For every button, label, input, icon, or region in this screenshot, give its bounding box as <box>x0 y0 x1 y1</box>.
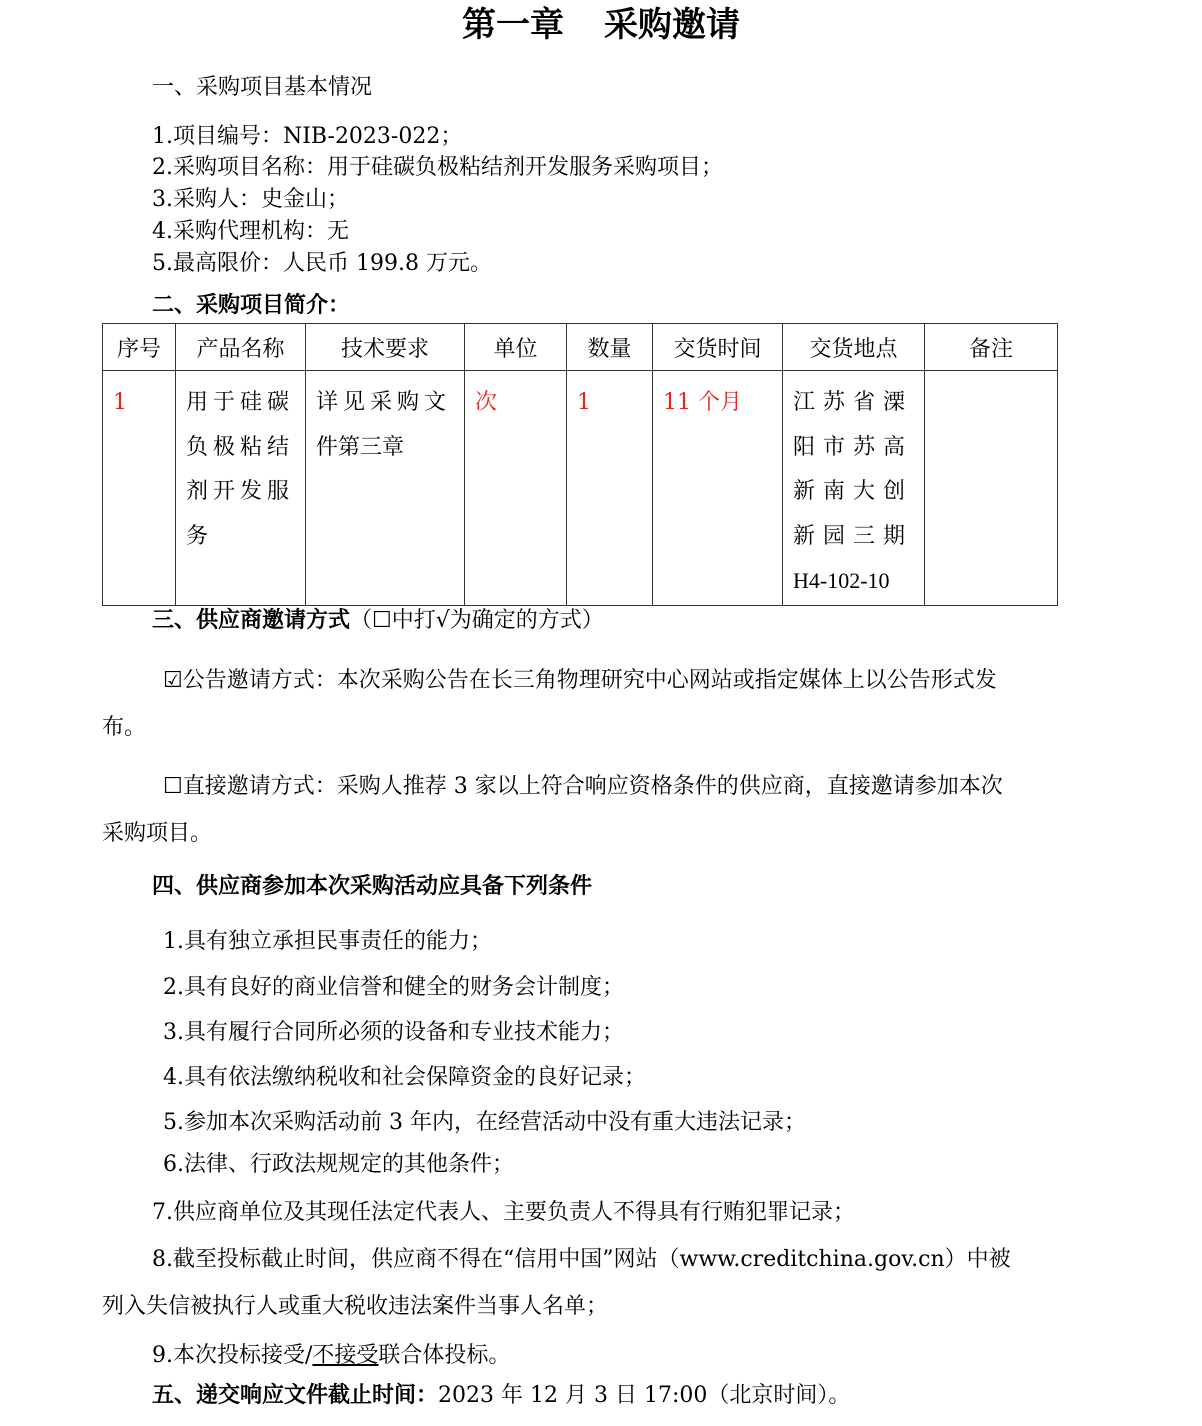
condition-item-9: 9.本次投标接受/不接受联合体投标。 <box>152 1343 511 1368</box>
table-row <box>103 371 1058 606</box>
option-announcement: ☑公告邀请方式：本次采购公告在长三角物理研究中心网站或指定媒体上以公告形式发 <box>163 668 997 693</box>
requirement-line: 件第三章 <box>316 434 405 460</box>
cell-remark <box>925 371 1058 606</box>
location-line: 江苏省溧 <box>793 390 914 415</box>
checkbox-unchecked-icon[interactable]: ☐ <box>163 774 183 799</box>
max-price: 5.最高限价：人民币 199.8 万元。 <box>152 251 492 276</box>
header-cell: 备注 <box>925 324 1058 371</box>
cell-index: 1 <box>103 371 176 606</box>
cell-requirement <box>306 371 465 606</box>
purchaser: 3.采购人：史金山； <box>152 187 349 212</box>
cell-location <box>783 371 925 606</box>
project-table <box>102 323 1058 606</box>
condition-item-8: 8.截至投标截止时间，供应商不得在“信用中国”网站（www.creditchina.gov.cn）中被 <box>152 1247 1011 1272</box>
cell-product <box>176 371 306 606</box>
option-direct: ☐直接邀请方式：采购人推荐 3 家以上符合响应资格条件的供应商，直接邀请参加本次 <box>163 774 1003 799</box>
cell-unit: 次 <box>465 371 567 606</box>
agency: 4.采购代理机构：无 <box>152 219 349 244</box>
header-cell: 技术要求 <box>306 324 465 371</box>
header-cell: 交货时间 <box>653 324 783 371</box>
location-line: 新南大创 <box>793 479 914 504</box>
product-line: 剂开发服 <box>186 479 295 504</box>
product-line: 用于硅碳 <box>186 390 295 415</box>
header-cell: 产品名称 <box>176 324 306 371</box>
section4-heading: 四、供应商参加本次采购活动应具备下列条件 <box>152 873 593 899</box>
condition-item: 5.参加本次采购活动前 3 年内，在经营活动中没有重大违法记录； <box>163 1110 806 1135</box>
header-cell: 序号 <box>103 324 176 371</box>
location-line: H4-102-10 <box>793 568 890 593</box>
option-announcement-cont: 布。 <box>102 715 147 740</box>
section2-heading: 二、采购项目简介： <box>152 292 351 318</box>
table-header-row <box>103 324 1058 371</box>
project-name: 2.采购项目名称：用于硅碳负极粘结剂开发服务采购项目； <box>152 155 723 180</box>
condition-item: 7.供应商单位及其现任法定代表人、主要负责人不得具有行贿犯罪记录； <box>152 1200 855 1225</box>
location-line: 新园三期 <box>793 523 914 549</box>
section1-heading: 一、采购项目基本情况 <box>152 75 373 100</box>
cell-delivery-time: 11 个月 <box>653 371 783 606</box>
product-line: 务 <box>186 523 214 549</box>
condition-item: 1.具有独立承担民事责任的能力； <box>163 929 492 954</box>
project-number: 1.项目编号：NIB-2023-022； <box>152 124 463 149</box>
page-title: 第一章 采购邀请 <box>462 5 740 45</box>
condition-item: 4.具有依法缴纳税收和社会保障资金的良好记录； <box>163 1065 646 1090</box>
cell-quantity: 1 <box>567 371 653 606</box>
condition-item: 2.具有良好的商业信誉和健全的财务会计制度； <box>163 975 624 1000</box>
header-cell: 单位 <box>465 324 567 371</box>
header-cell: 交货地点 <box>783 324 925 371</box>
requirement-line: 详见采购文 <box>316 390 452 415</box>
option-direct-cont: 采购项目。 <box>102 821 213 846</box>
condition-item-8-cont: 列入失信被执行人或重大税收违法案件当事人名单； <box>102 1294 609 1319</box>
header-cell: 数量 <box>567 324 653 371</box>
condition-item: 6.法律、行政法规规定的其他条件； <box>163 1152 514 1177</box>
section3-heading: 三、供应商邀请方式（☐中打√为确定的方式） <box>152 607 604 633</box>
section5-deadline: 五、递交响应文件截止时间：2023 年 12 月 3 日 17:00（北京时间）。 <box>152 1382 851 1408</box>
checkbox-checked-icon[interactable]: ☑ <box>163 668 183 693</box>
condition-item: 3.具有履行合同所必须的设备和专业技术能力； <box>163 1020 624 1045</box>
product-line: 负极粘结 <box>186 434 295 460</box>
location-line: 阳市苏高 <box>793 434 914 460</box>
